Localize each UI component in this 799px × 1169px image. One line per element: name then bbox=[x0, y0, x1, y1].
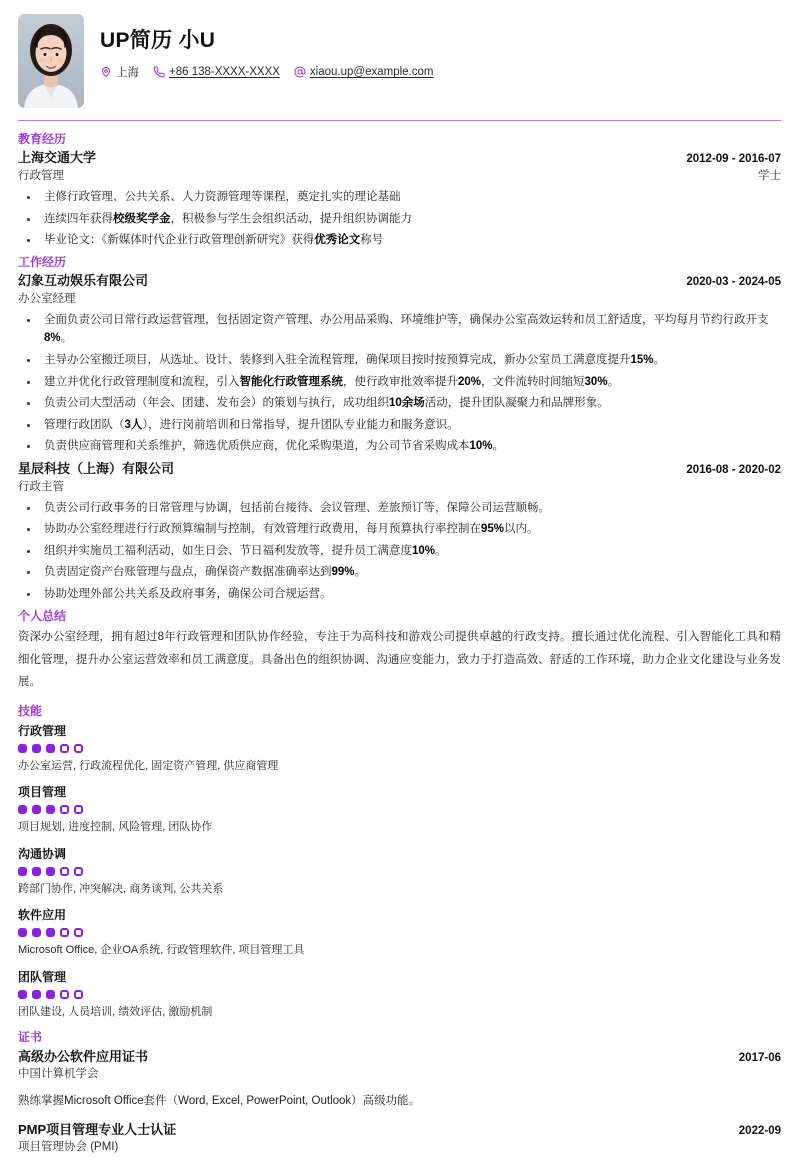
entry-subheader bbox=[18, 168, 781, 185]
section-skills bbox=[18, 703, 781, 1020]
skill-keywords: 团队建设, 人员培训, 绩效评估, 激励机制 bbox=[18, 1005, 213, 1018]
entry-bullet: 管理行政团队（3人），进行岗前培训和日常指导，提升团队专业能力和服务意识。 bbox=[18, 416, 781, 435]
entry-bullet-list bbox=[18, 188, 781, 250]
experience-entry bbox=[18, 272, 781, 456]
entry-bullet: 协助办公室经理进行行政预算编制与控制，有效管理行政费用，每月预算执行率控制在95%以内。 bbox=[18, 520, 781, 539]
skill-keywords: 项目规划, 进度控制, 风险管理, 团队协作 bbox=[18, 821, 213, 834]
entry-bullet: 全面负责公司日常行政运营管理，包括固定资产管理、办公用品采购、环境维护等，确保办公室高效运转和员工舒适度，平均每月节约行政开支8%。 bbox=[18, 311, 781, 348]
skill-dot-filled bbox=[46, 990, 55, 999]
contact-email-text[interactable]: xiaou.up@example.com bbox=[309, 66, 434, 79]
skill-dot-filled bbox=[46, 867, 55, 876]
entry-date-range: 2020-03 - 2024-05 bbox=[686, 276, 781, 289]
skill-level-dots bbox=[18, 744, 781, 753]
resume-header bbox=[18, 14, 781, 118]
identity-block bbox=[100, 14, 433, 80]
skill-dot-filled bbox=[32, 805, 41, 814]
certificate-date: 2022-09 bbox=[738, 1124, 781, 1137]
section-education bbox=[18, 131, 781, 250]
entry-date-range: 2016-08 - 2020-02 bbox=[686, 464, 781, 477]
skill-level-dots bbox=[18, 867, 781, 876]
skill-dot-filled bbox=[18, 744, 27, 753]
skill-item bbox=[18, 722, 781, 775]
section-title-summary: 个人总结 bbox=[18, 608, 67, 623]
skill-level-dots bbox=[18, 990, 781, 999]
skill-dot-filled bbox=[32, 867, 41, 876]
at-email-icon bbox=[294, 66, 306, 78]
skill-level-dots bbox=[18, 805, 781, 814]
certificate-description: 熟练掌握Microsoft Office套件（Word, Excel, PowerPoint, Outlook）高级功能。 bbox=[18, 1095, 421, 1108]
contact-location-text: 上海 bbox=[116, 67, 139, 80]
certificate-entry bbox=[18, 1121, 781, 1157]
contact-phone-text[interactable]: +86 138-XXXX-XXXX bbox=[169, 66, 280, 79]
skill-dot-empty bbox=[74, 990, 83, 999]
entry-header bbox=[18, 272, 781, 291]
skill-name: 软件应用 bbox=[18, 908, 67, 923]
skill-dot-empty bbox=[74, 744, 83, 753]
contact-location bbox=[100, 64, 139, 80]
skill-keywords: 跨部门协作, 冲突解决, 商务谈判, 公共关系 bbox=[18, 882, 224, 895]
header-divider bbox=[18, 120, 781, 121]
candidate-name: UP简历 小U bbox=[100, 29, 216, 52]
skill-dot-empty bbox=[74, 867, 83, 876]
entry-organization: 幻象互动娱乐有限公司 bbox=[18, 273, 149, 289]
entry-bullet: 组织并实施员工福利活动，如生日会、节日福利发放等，提升员工满意度10%。 bbox=[18, 542, 781, 561]
skill-name: 团队管理 bbox=[18, 969, 67, 984]
skill-dot-empty bbox=[60, 867, 69, 876]
section-title-education: 教育经历 bbox=[18, 132, 67, 146]
entry-bullet: 负责公司大型活动（年会、团建、发布会）的策划与执行，成功组织10余场活动，提升团队凝聚力和品牌形象。 bbox=[18, 394, 781, 413]
certificate-entry bbox=[18, 1048, 781, 1111]
experience-entry bbox=[18, 149, 781, 249]
entry-role: 行政主管 bbox=[18, 480, 64, 493]
section-title-work: 工作经历 bbox=[18, 254, 67, 269]
entry-subheader bbox=[18, 479, 781, 496]
skill-level-dots bbox=[18, 928, 781, 937]
skill-item bbox=[18, 783, 781, 836]
entry-header bbox=[18, 460, 781, 479]
experience-entry bbox=[18, 460, 781, 604]
skill-keywords: 办公室运营, 行政流程优化, 固定资产管理, 供应商管理 bbox=[18, 759, 279, 772]
entry-bullet-list bbox=[18, 499, 781, 604]
certificate-list bbox=[18, 1048, 781, 1156]
skill-dot-filled bbox=[18, 867, 27, 876]
section-title-skills: 技能 bbox=[18, 704, 43, 719]
entry-degree: 学士 bbox=[758, 170, 781, 183]
section-certificates bbox=[18, 1029, 781, 1156]
skill-dot-empty bbox=[60, 744, 69, 753]
entry-bullet: 负责供应商管理和关系维护，筛选优质供应商，优化采购渠道，为公司节省采购成本10%。 bbox=[18, 437, 781, 456]
entry-header bbox=[18, 149, 781, 168]
skill-dot-empty bbox=[60, 928, 69, 937]
skill-dot-filled bbox=[18, 990, 27, 999]
entry-bullet: 协助处理外部公共关系及政府事务，确保公司合规运营。 bbox=[18, 585, 781, 604]
phone-icon bbox=[153, 66, 165, 78]
entry-subheader bbox=[18, 291, 781, 308]
section-summary bbox=[18, 608, 781, 694]
location-pin-icon bbox=[100, 66, 112, 78]
section-title-certificates: 证书 bbox=[18, 1030, 43, 1045]
skill-item bbox=[18, 968, 781, 1021]
entry-role: 办公室经理 bbox=[18, 293, 76, 306]
certificate-header bbox=[18, 1048, 781, 1067]
entry-organization: 上海交通大学 bbox=[18, 150, 97, 166]
education-entries bbox=[18, 149, 781, 249]
entry-role: 行政管理 bbox=[18, 170, 64, 183]
skill-item bbox=[18, 906, 781, 959]
skill-dot-filled bbox=[46, 805, 55, 814]
summary-text: 资深办公室经理，拥有超过8年行政管理和团队协作经验，专注于为高科技和游戏公司提供卓越的行政支持。擅长通过优化流程、引入智能化工具和精细化管理，提升办公室运营效率和员工满意度。具备出色的组织协调、沟通应变能力，致力于打造高效、舒适的工作环境，助力企业文化建设与业务发展。 bbox=[18, 631, 781, 688]
skill-dot-empty bbox=[74, 805, 83, 814]
entry-bullet: 连续四年获得校级奖学金，积极参与学生会组织活动，提升组织协调能力 bbox=[18, 210, 781, 229]
skill-dot-empty bbox=[60, 805, 69, 814]
contact-list bbox=[100, 64, 433, 80]
skill-dot-empty bbox=[74, 928, 83, 937]
entry-bullet: 主导办公室搬迁项目，从选址、设计、装修到入驻全流程管理，确保项目按时按预算完成，新办公室员工满意度提升15%。 bbox=[18, 351, 781, 370]
certificate-date: 2017-06 bbox=[738, 1051, 781, 1064]
skill-dot-filled bbox=[32, 990, 41, 999]
certificate-issuer: 中国计算机学会 bbox=[18, 1068, 99, 1081]
work-entries bbox=[18, 272, 781, 604]
skill-dot-filled bbox=[46, 928, 55, 937]
skill-item bbox=[18, 845, 781, 898]
skill-dot-filled bbox=[32, 744, 41, 753]
entry-bullet: 负责公司行政事务的日常管理与协调，包括前台接待、会议管理、差旅预订等，保障公司运营顺畅。 bbox=[18, 499, 781, 518]
certificate-name: PMP项目管理专业人士认证 bbox=[18, 1121, 177, 1137]
entry-bullet: 毕业论文：《新媒体时代企业行政管理创新研究》获得优秀论文称号 bbox=[18, 231, 781, 250]
certificate-issuer: 项目管理协会 (PMI) bbox=[18, 1141, 119, 1154]
skill-keywords: Microsoft Office, 企业OA系统, 行政管理软件, 项目管理工具 bbox=[18, 944, 305, 957]
entry-organization: 星辰科技（上海）有限公司 bbox=[18, 461, 175, 477]
entry-bullet-list bbox=[18, 311, 781, 456]
contact-email[interactable] bbox=[294, 66, 434, 78]
skill-dot-filled bbox=[18, 805, 27, 814]
entry-bullet: 建立并优化行政管理制度和流程，引入智能化行政管理系统，使行政审批效率提升20%，文件流转时间缩短30%。 bbox=[18, 373, 781, 392]
contact-phone[interactable] bbox=[153, 66, 280, 78]
skill-list bbox=[18, 722, 781, 1021]
skill-dot-filled bbox=[32, 928, 41, 937]
skill-dot-filled bbox=[46, 744, 55, 753]
section-work bbox=[18, 254, 781, 604]
entry-date-range: 2012-09 - 2016-07 bbox=[686, 153, 781, 166]
skill-name: 项目管理 bbox=[18, 785, 67, 800]
entry-bullet: 主修行政管理、公共关系、人力资源管理等课程，奠定扎实的理论基础 bbox=[18, 188, 781, 207]
entry-bullet: 负责固定资产台账管理与盘点，确保资产数据准确率达到99%。 bbox=[18, 563, 781, 582]
skill-dot-filled bbox=[18, 928, 27, 937]
avatar bbox=[18, 14, 84, 108]
certificate-name: 高级办公软件应用证书 bbox=[18, 1048, 149, 1064]
skill-dot-empty bbox=[60, 990, 69, 999]
skill-name: 沟通协调 bbox=[18, 846, 67, 861]
skill-name: 行政管理 bbox=[18, 723, 67, 738]
